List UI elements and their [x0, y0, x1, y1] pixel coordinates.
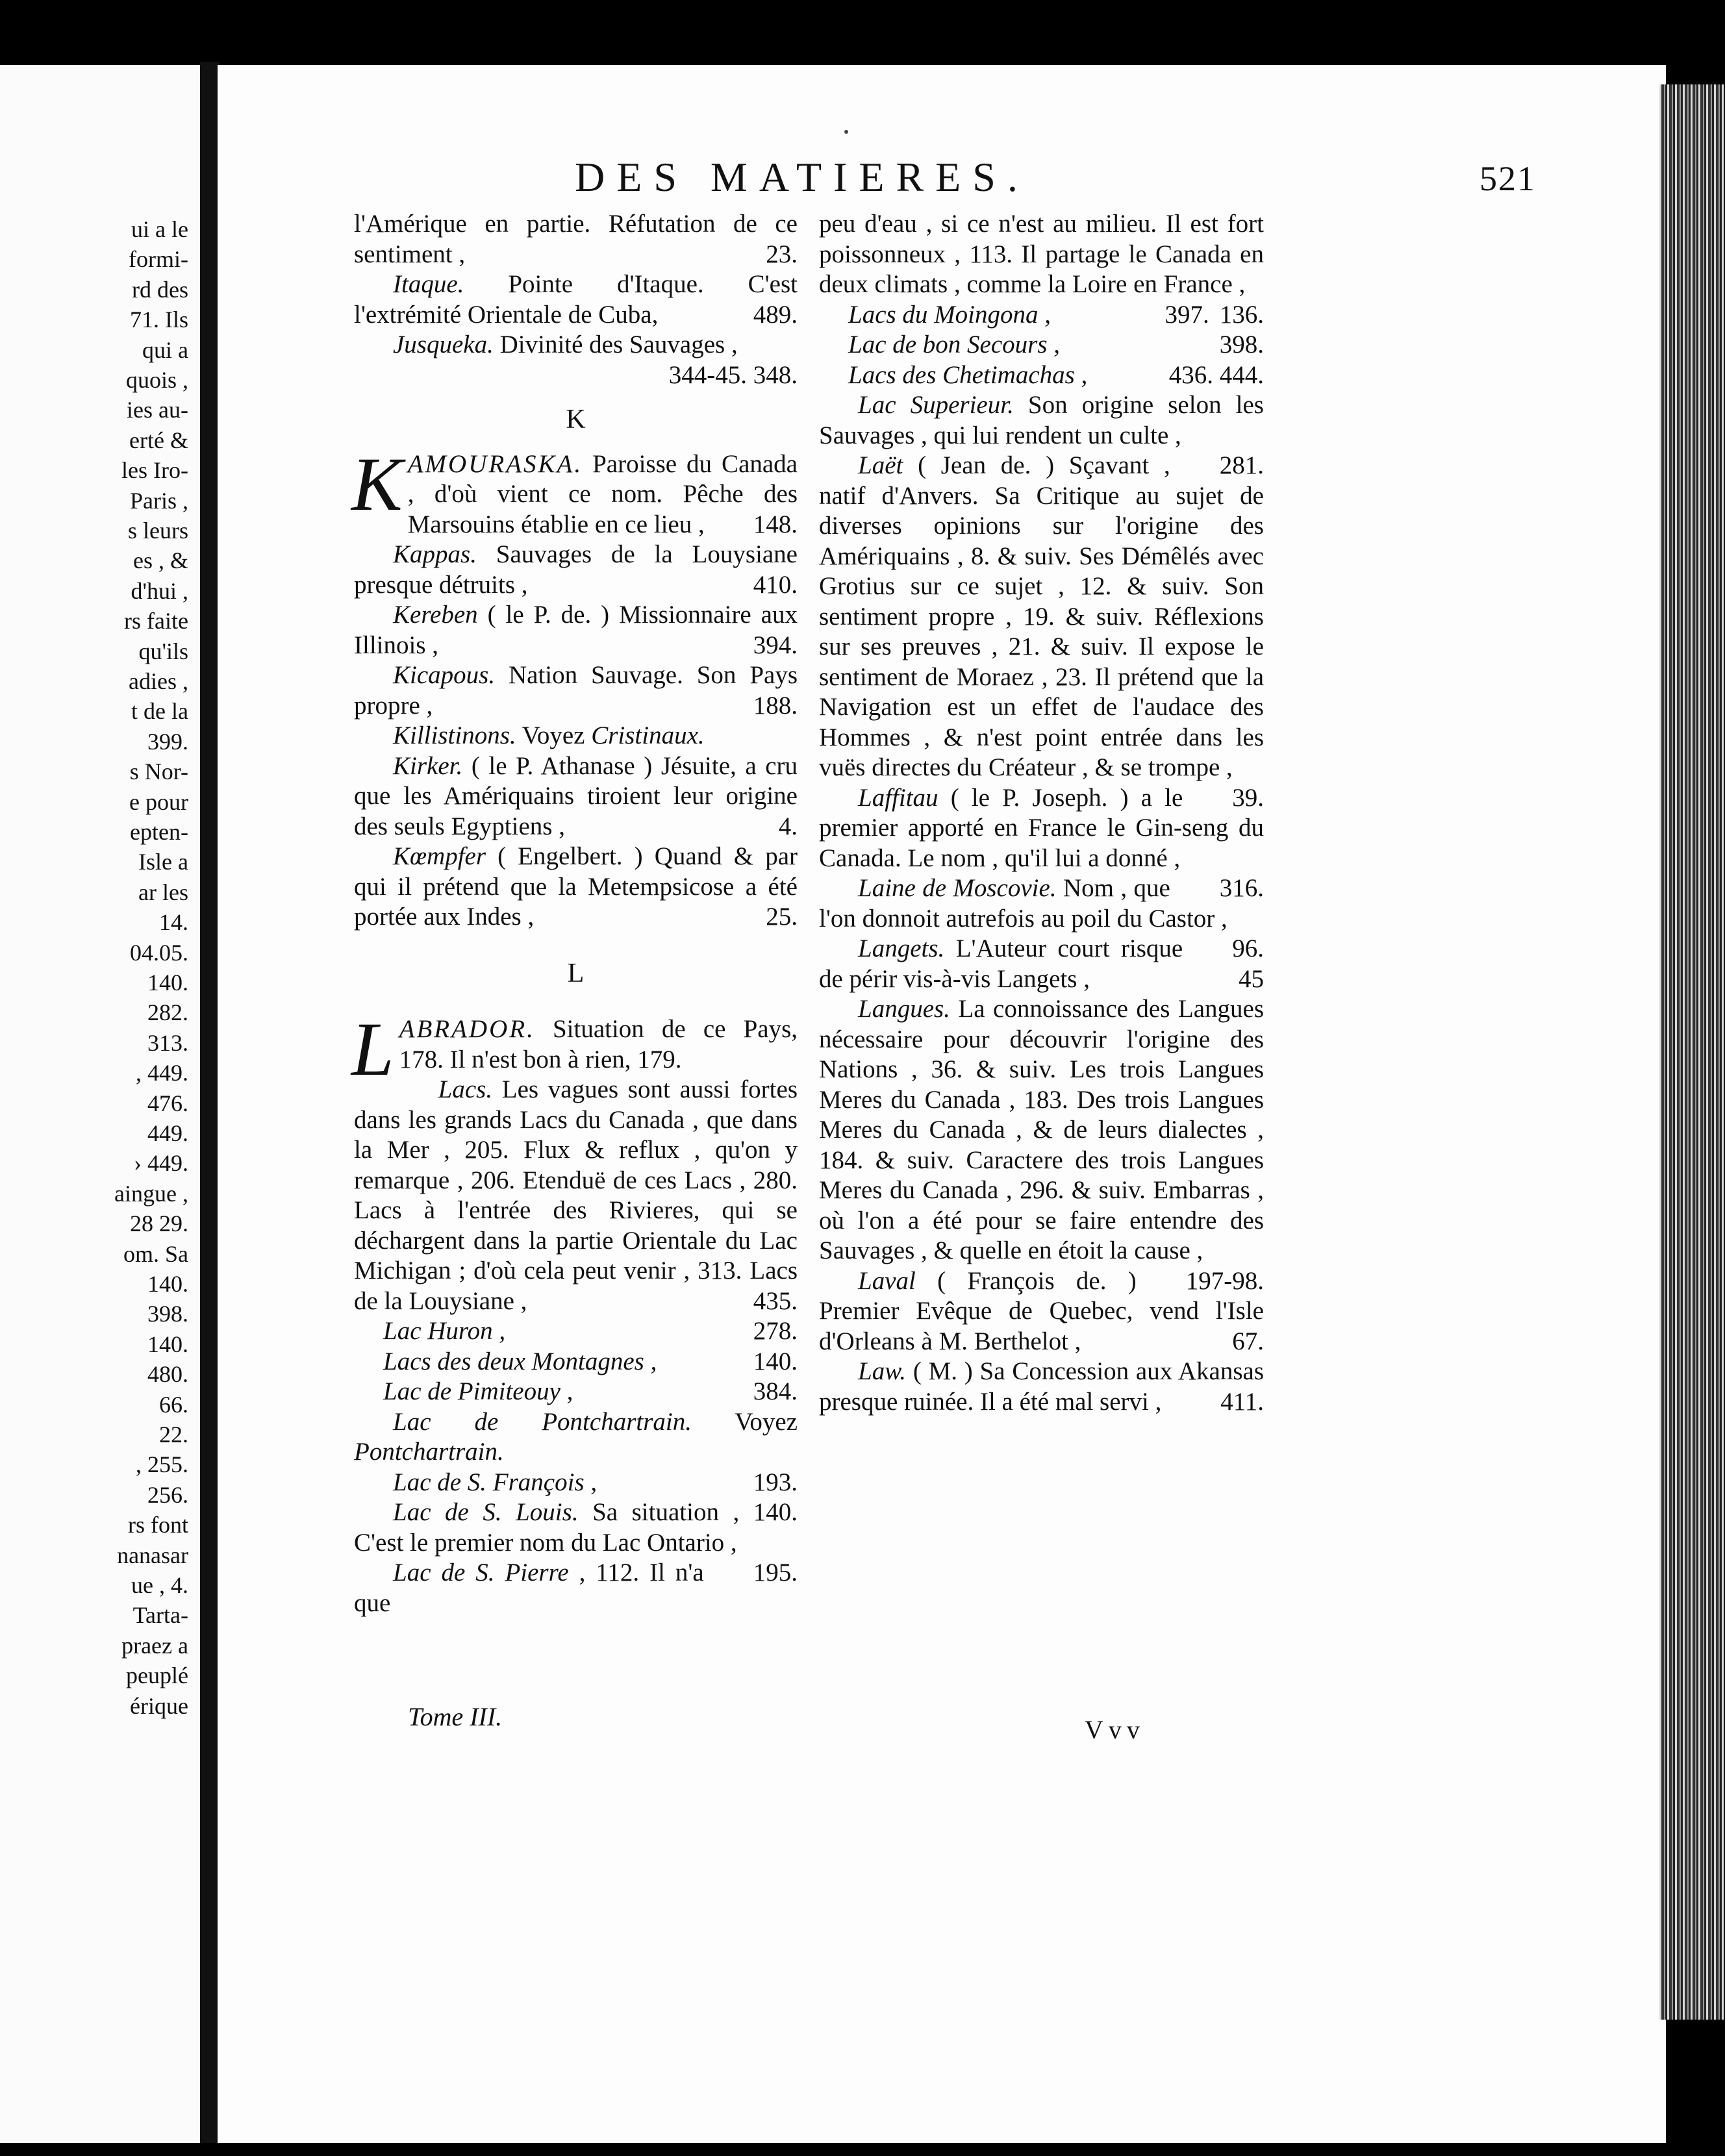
previous-page-line: praez a — [121, 1632, 188, 1659]
previous-page-line: nanasar — [117, 1542, 188, 1568]
index-entry: Killistinons. Voyez Cristinaux. — [393, 721, 705, 749]
book-gutter — [200, 62, 220, 2143]
running-head: DES MATIERES. — [575, 154, 1029, 200]
previous-page-line: Paris , — [130, 487, 188, 514]
index-entry: Kicapous. Nation Sauvage. Son Pays propre , 188. — [354, 661, 798, 720]
previous-page-line: ar les — [138, 879, 188, 905]
index-entry: Law. ( M. ) Sa Concession aux Akansas presque ruinée. Il a été mal servi , 411. — [819, 1357, 1264, 1416]
index-entry: Lac Superieur. Son origine selon les Sauvages , qui lui rendent un culte , 281. — [819, 391, 1264, 479]
print-speck — [844, 130, 848, 134]
index-column-right — [819, 209, 1264, 1417]
previous-page-line: 399. — [147, 728, 188, 755]
index-entry: Laine de Moscovie. Nom , que l'on donnoit autrefois au poil du Castor , 96. — [819, 874, 1264, 962]
previous-page-line: 398. — [147, 1301, 188, 1327]
index-entry: Lac de S. François , 193. — [393, 1468, 798, 1496]
index-entry: Laffitau ( le P. Joseph. ) a le premier apporté en France le Gin-seng du Canada. Le nom , qu'il lui a donné , 316. — [819, 783, 1264, 902]
index-subentry: Lacs des deux Montagnes , 140. — [383, 1347, 798, 1375]
index-entry: Lac de S. Louis. Sa situation , 140. C'est le premier nom du Lac Ontario , 195. — [354, 1498, 798, 1586]
previous-page-line: les Iro- — [121, 457, 188, 484]
previous-page-line: adies , — [129, 668, 188, 694]
index-entry: LABRADOR. Situation de ce Pays, 178. Il n'est bon à rien, 179. — [351, 1007, 798, 1092]
previous-page-line: 140. — [147, 970, 188, 996]
previous-page-line: ies au- — [127, 397, 188, 423]
previous-page-line: , 449. — [136, 1060, 188, 1086]
previous-page-line: formi- — [129, 246, 188, 273]
index-subentry: Lac de Pimiteouy , 384. — [383, 1377, 798, 1405]
previous-page-line: peuplé — [126, 1662, 188, 1689]
index-entry: Lac de S. Pierre , 112. Il n'a que — [354, 1559, 704, 1617]
index-entry: Kappas. Sauvages de la Louysiane presque détruits , 410. — [354, 540, 798, 599]
previous-page-line: epten- — [130, 819, 188, 845]
page-number: 521 — [1479, 159, 1536, 198]
drop-cap: K — [351, 441, 403, 527]
index-entry: peu d'eau , si ce n'est au milieu. Il est fort poissonneux , 113. Il partage le Canada en deux climats , comme la Loire en France , 136. — [819, 210, 1264, 329]
previous-page-line: e pour — [129, 788, 188, 815]
previous-page-line: es , & — [133, 547, 188, 574]
section-letter-l: L — [567, 958, 585, 988]
catchword: Vvv — [1085, 1715, 1145, 1744]
index-entry: Kereben ( le P. de. ) Missionnaire aux Illinois , 394. — [354, 601, 798, 659]
index-subentry: Lacs du Moingona , 397. — [848, 300, 1209, 329]
index-entry: Langues. La connoissance des Langues nécessaire pour découvrir l'origine des Nations , 36. & suiv. Les trois Langues Meres du Canada , 183. Des trois Langues Meres du Canada , & de leurs dialectes , 184. & suiv. Caractere des trois Langues Meres du Canada , 296. & suiv. Embarras , où l'on a été pour se faire entendre des Sauvages , & quelle en étoit la cause , 197-98. — [819, 995, 1264, 1295]
previous-page-line: 313. — [147, 1029, 188, 1056]
previous-page-line: qu'ils — [138, 638, 188, 664]
previous-page-line: 66. — [159, 1391, 188, 1418]
previous-page-line: Isle a — [138, 849, 188, 875]
previous-page-line: Tarta- — [132, 1602, 188, 1629]
previous-page-line: 282. — [147, 999, 188, 1026]
previous-page-line: , 255. — [136, 1451, 188, 1478]
index-entry: Kirker. ( le P. Athanase ) Jésuite, a cru que les Amériquains tiroient leur origine des seuls Egyptiens , 4. — [354, 751, 798, 840]
previous-page-line: 04.05. — [130, 939, 188, 966]
index-entry: Lacs. Les vagues sont aussi fortes dans les grands Lacs du Canada , que dans la Mer , 205. Flux & reflux , qu'on y remarque , 206. Etenduë de ces Lacs , 280. Lacs à l'entrée des Rivieres, qui se déchargent dans la partie Orientale du Lac Michigan ; d'où cela peut venir , 313. Lacs de la Louysiane , 435. — [354, 1075, 798, 1315]
previous-page-line: 140. — [147, 1331, 188, 1357]
index-entry: Lac de Pontchartrain. Voyez Pontchartrain. — [354, 1407, 798, 1466]
index-entry: Laval ( François de. ) Premier Evêque de Quebec, vend l'Isle d'Orleans à M. Berthelot , 67. — [819, 1266, 1264, 1355]
signature-mark: Tome III. — [408, 1702, 503, 1731]
previous-page-line: 22. — [159, 1422, 188, 1448]
previous-page-line: ui a le — [131, 216, 188, 242]
previous-page-line: quois , — [125, 367, 188, 393]
previous-page-line: t de la — [131, 698, 188, 725]
index-entry: Itaque. Pointe d'Itaque. C'est l'extrémité Orientale de Cuba, 489. — [354, 270, 798, 329]
previous-page-line: qui a — [142, 336, 188, 363]
page-edges — [1659, 84, 1724, 2020]
previous-page-line: erté & — [129, 427, 188, 453]
previous-page-fragment — [0, 65, 200, 2143]
index-entry: l'Amérique en partie. Réfutation de ce sentiment , 23. — [354, 210, 798, 268]
index-entry: Kœmpfer ( Engelbert. ) Quand & par qui il prétend que la Metempsicose a été portée aux Indes , 25. — [354, 842, 798, 931]
index-entry: Jusqueka. Divinité des Sauvages , — [393, 331, 738, 358]
index-subentry: Lacs des Chetimachas , 436. 444. — [848, 360, 1264, 389]
previous-page-line: 449. — [147, 1120, 188, 1146]
previous-page-line: ue , 4. — [131, 1572, 188, 1598]
index-entry: Langets. L'Auteur court risque de périr vis-à-vis Langets , 45 — [819, 934, 1264, 993]
previous-page-line: 256. — [147, 1481, 188, 1508]
section-letter-k: K — [566, 405, 586, 434]
index-page-ref: 344-45. 348. — [668, 360, 798, 389]
previous-page-line: 480. — [147, 1361, 188, 1388]
previous-page-line: › 449. — [134, 1150, 188, 1177]
previous-page-line: 14. — [159, 909, 188, 936]
index-column-left — [351, 209, 798, 1618]
previous-page-line: d'hui , — [131, 577, 188, 604]
index-subentry: Lac de bon Secours , 398. — [848, 331, 1264, 358]
previous-page-line: om. Sa — [123, 1240, 188, 1267]
previous-page-line: aingue , — [114, 1180, 188, 1207]
previous-page-line: 28 29. — [130, 1210, 188, 1237]
index-subentry: Lac Huron , 278. — [383, 1317, 798, 1345]
previous-page-line: 140. — [147, 1271, 188, 1297]
previous-page-line: s leurs — [128, 518, 188, 544]
previous-page-line: érique — [130, 1692, 188, 1719]
index-entry: Laët ( Jean de. ) Sçavant , natif d'Anvers. Sa Critique au sujet de diverses opinions sur l'origine des Amériquains , 8. & suiv. Ses Démêlés avec Grotius sur ce sujet , 12. & suiv. Son sentiment propre , 19. & suiv. Réflexions sur ses preuves , 21. & suiv. Il expose le sentiment de Moraez , 23. Il prétend que la Navigation est un effet de l'audace des Hommes , & n'est point entrée dans les vuës directes du Créateur , & se trompe , 39. — [819, 451, 1264, 812]
previous-page-line: 71. Ils — [130, 307, 188, 333]
drop-cap: L — [351, 1007, 394, 1092]
previous-page-line: s Nor- — [129, 758, 188, 785]
previous-page-line: rs faite — [124, 608, 188, 634]
previous-page-line: 476. — [147, 1090, 188, 1116]
previous-page-line: rd des — [132, 276, 188, 303]
previous-page-line: rs font — [128, 1512, 188, 1538]
index-entry: KAMOURASKA. Paroisse du Canada , d'où vient ce nom. Pêche des Marsouins établie en ce lieu , 148. — [351, 441, 798, 538]
